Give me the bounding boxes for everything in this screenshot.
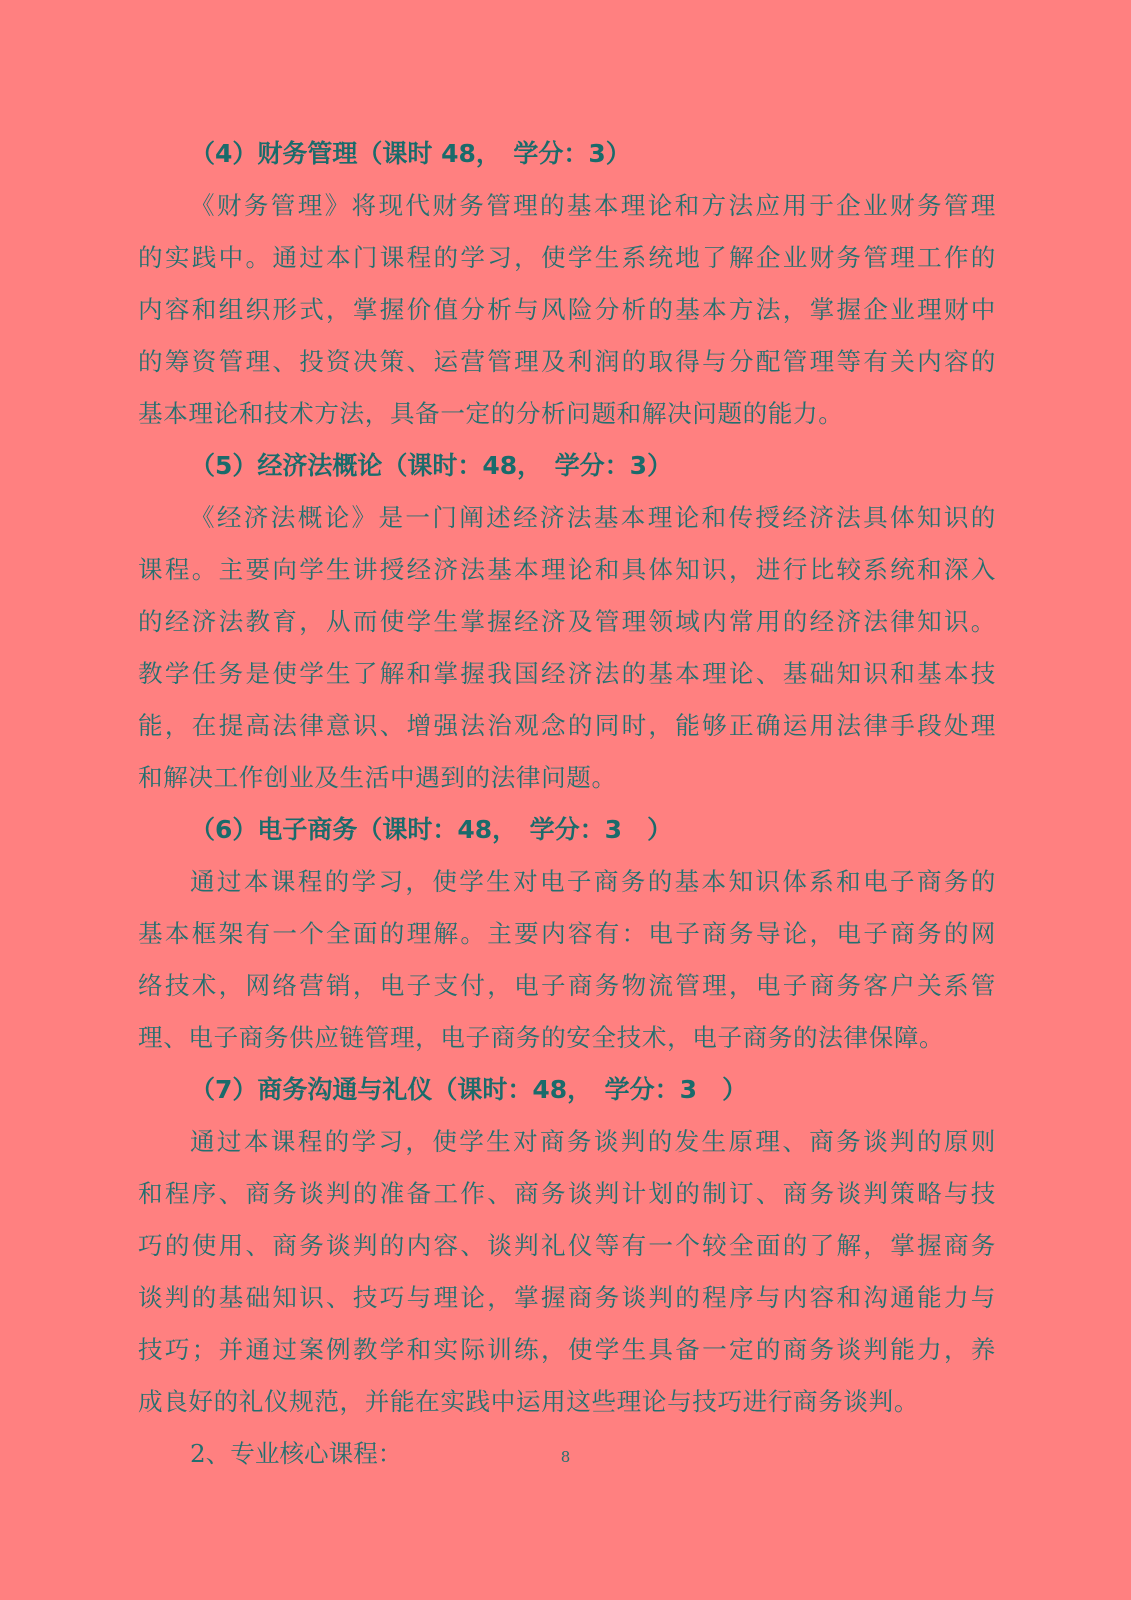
- section-paragraph: [138, 492, 996, 804]
- section-heading: （4）财务管理（课时 48， 学分：3）: [190, 139, 631, 168]
- paragraph-line: 课程。主要向学生讲授经济法基本理论和具体知识，进行比较系统和深入: [138, 555, 996, 584]
- paragraph-line: 成良好的礼仪规范，并能在实践中运用这些理论与技巧进行商务谈判。: [138, 1387, 920, 1416]
- paragraph-line: 基本框架有一个全面的理解。主要内容有：电子商务导论，电子商务的网: [138, 919, 996, 948]
- section-economic-law: [138, 440, 996, 804]
- paragraph-line: 能，在提高法律意识、增强法治观念的同时，能够正确运用法律手段处理: [138, 711, 996, 740]
- paragraph-line: 基本理论和技术方法，具备一定的分析问题和解决问题的能力。: [138, 399, 844, 428]
- paragraph-line: 通过本课程的学习，使学生对商务谈判的发生原理、商务谈判的原则: [190, 1127, 996, 1156]
- paragraph-line: 《经济法概论》是一门阐述经济法基本理论和传授经济法具体知识的: [190, 503, 996, 532]
- section-paragraph: [138, 180, 996, 440]
- section-e-commerce: [138, 804, 996, 1064]
- section-paragraph: [138, 1116, 996, 1428]
- paragraph-line: 的筹资管理、投资决策、运营管理及利润的取得与分配管理等有关内容的: [138, 347, 996, 376]
- core-courses-subheading: 2、专业核心课程：: [190, 1439, 403, 1468]
- paragraph-line: 《财务管理》将现代财务管理的基本理论和方法应用于企业财务管理: [190, 191, 996, 220]
- document-page: [138, 128, 996, 1480]
- paragraph-line: 的经济法教育，从而使学生掌握经济及管理领域内常用的经济法律知识。: [138, 607, 996, 636]
- section-paragraph: [138, 856, 996, 1064]
- paragraph-line: 和解决工作创业及生活中遇到的法律问题。: [138, 763, 617, 792]
- paragraph-line: 络技术，网络营销，电子支付，电子商务物流管理，电子商务客户关系管: [138, 971, 996, 1000]
- paragraph-line: 通过本课程的学习，使学生对电子商务的基本知识体系和电子商务的: [190, 867, 996, 896]
- section-heading: （7）商务沟通与礼仪（课时：48， 学分：3 ）: [190, 1075, 748, 1104]
- paragraph-line: 的实践中。通过本门课程的学习，使学生系统地了解企业财务管理工作的: [138, 243, 996, 272]
- paragraph-line: 内容和组织形式，掌握价值分析与风险分析的基本方法，掌握企业理财中: [138, 295, 996, 324]
- page-number: 8: [560, 1448, 571, 1466]
- paragraph-line: 谈判的基础知识、技巧与理论，掌握商务谈判的程序与内容和沟通能力与: [138, 1283, 996, 1312]
- paragraph-line: 技巧；并通过案例教学和实际训练，使学生具备一定的商务谈判能力，养: [138, 1335, 996, 1364]
- section-business-communication: [138, 1064, 996, 1428]
- section-financial-management: [138, 128, 996, 440]
- section-heading: （6）电子商务（课时：48， 学分：3 ）: [190, 815, 673, 844]
- paragraph-line: 教学任务是使学生了解和掌握我国经济法的基本理论、基础知识和基本技: [138, 659, 996, 688]
- paragraph-line: 和程序、商务谈判的准备工作、商务谈判计划的制订、商务谈判策略与技: [138, 1179, 996, 1208]
- section-heading: （5）经济法概论（课时：48， 学分：3）: [190, 451, 673, 480]
- paragraph-line: 理、电子商务供应链管理，电子商务的安全技术，电子商务的法律保障。: [138, 1023, 945, 1052]
- paragraph-line: 巧的使用、商务谈判的内容、谈判礼仪等有一个较全面的了解，掌握商务: [138, 1231, 996, 1260]
